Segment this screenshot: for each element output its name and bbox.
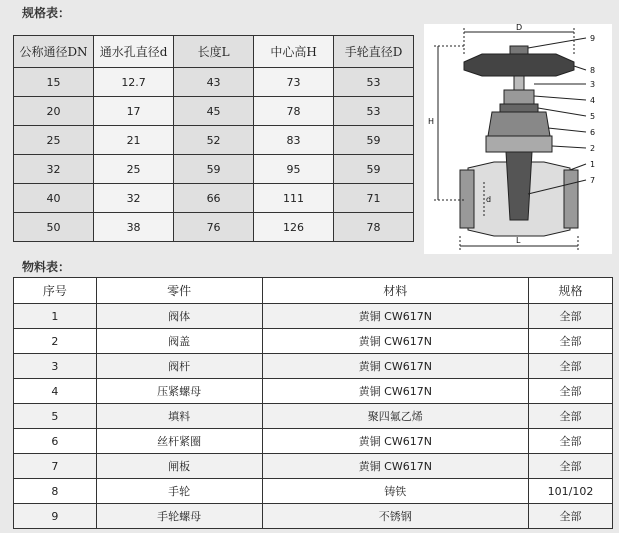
materials-cell: 不锈钢 — [262, 504, 529, 529]
gate-valve-illustration — [424, 24, 612, 254]
table-row — [14, 454, 613, 479]
callout-label: 2 — [590, 144, 596, 153]
spec-cell: 40 — [14, 184, 94, 213]
table-row — [14, 97, 414, 126]
spec-header-hole-diameter: 通水孔直径d — [94, 36, 174, 68]
callout-label: 5 — [590, 112, 596, 121]
spec-cell: 71 — [334, 184, 414, 213]
spec-cell: 20 — [14, 97, 94, 126]
dimension-label-d-wheel: D — [516, 24, 523, 32]
table-row — [14, 379, 613, 404]
materials-cell: 5 — [14, 404, 97, 429]
spec-cell: 15 — [14, 68, 94, 97]
materials-cell: 7 — [14, 454, 97, 479]
table-row — [14, 504, 613, 529]
materials-cell: 铸铁 — [262, 479, 529, 504]
spec-header-handwheel-diameter: 手轮直径D — [334, 36, 414, 68]
materials-cell: 压紧螺母 — [96, 379, 262, 404]
spec-cell: 126 — [254, 213, 334, 242]
spec-cell: 25 — [94, 155, 174, 184]
spec-cell: 25 — [14, 126, 94, 155]
materials-cell: 黄铜 CW617N — [262, 454, 529, 479]
materials-cell: 黄铜 CW617N — [262, 379, 529, 404]
table-row — [14, 429, 613, 454]
materials-cell: 闸板 — [96, 454, 262, 479]
materials-header-part: 零件 — [96, 278, 262, 304]
table-row — [14, 329, 613, 354]
spec-header-length: 长度L — [174, 36, 254, 68]
callout-label: 8 — [590, 66, 596, 75]
materials-cell: 9 — [14, 504, 97, 529]
callout-label: 1 — [590, 160, 596, 169]
table-row — [14, 155, 414, 184]
spec-cell: 50 — [14, 213, 94, 242]
materials-cell: 3 — [14, 354, 97, 379]
spec-cell: 76 — [174, 213, 254, 242]
spec-cell: 78 — [334, 213, 414, 242]
materials-cell: 全部 — [529, 304, 613, 329]
materials-cell: 黄铜 CW617N — [262, 354, 529, 379]
spec-header-dn: 公称通径DN — [14, 36, 94, 68]
materials-header-material: 材料 — [262, 278, 529, 304]
materials-cell: 全部 — [529, 404, 613, 429]
materials-cell: 阀杆 — [96, 354, 262, 379]
materials-cell: 手轮螺母 — [96, 504, 262, 529]
spec-cell: 12.7 — [94, 68, 174, 97]
spec-cell: 73 — [254, 68, 334, 97]
materials-header-index: 序号 — [14, 278, 97, 304]
materials-cell: 8 — [14, 479, 97, 504]
spec-cell: 66 — [174, 184, 254, 213]
table-row — [14, 354, 613, 379]
materials-cell: 4 — [14, 379, 97, 404]
spec-cell: 59 — [334, 126, 414, 155]
materials-cell: 黄铜 CW617N — [262, 304, 529, 329]
materials-cell: 2 — [14, 329, 97, 354]
spec-cell: 17 — [94, 97, 174, 126]
materials-cell: 全部 — [529, 504, 613, 529]
spec-cell: 95 — [254, 155, 334, 184]
materials-table — [13, 277, 613, 529]
dimension-label-l: L — [516, 236, 521, 245]
materials-cell: 1 — [14, 304, 97, 329]
materials-cell: 黄铜 CW617N — [262, 429, 529, 454]
materials-cell: 全部 — [529, 354, 613, 379]
materials-cell: 阀体 — [96, 304, 262, 329]
table-row — [14, 304, 613, 329]
table-row — [14, 126, 414, 155]
table-row — [14, 68, 414, 97]
materials-cell: 6 — [14, 429, 97, 454]
spec-cell: 111 — [254, 184, 334, 213]
spec-cell: 53 — [334, 97, 414, 126]
spec-cell: 32 — [94, 184, 174, 213]
materials-cell: 丝杆紧圈 — [96, 429, 262, 454]
materials-cell: 黄铜 CW617N — [262, 329, 529, 354]
callout-label: 6 — [590, 128, 596, 137]
materials-cell: 聚四氟乙烯 — [262, 404, 529, 429]
gate-valve-drawing — [424, 24, 612, 254]
spec-table — [13, 35, 414, 242]
spec-cell: 38 — [94, 213, 174, 242]
materials-cell: 全部 — [529, 454, 613, 479]
callout-label: 4 — [590, 96, 596, 105]
materials-cell: 填料 — [96, 404, 262, 429]
materials-cell: 全部 — [529, 329, 613, 354]
spec-header-row — [14, 36, 414, 68]
spec-cell: 52 — [174, 126, 254, 155]
materials-header-row — [14, 278, 613, 304]
spec-cell: 59 — [174, 155, 254, 184]
materials-cell: 全部 — [529, 429, 613, 454]
spec-cell: 45 — [174, 97, 254, 126]
spec-cell: 21 — [94, 126, 174, 155]
materials-cell: 全部 — [529, 379, 613, 404]
spec-cell: 43 — [174, 68, 254, 97]
materials-cell: 101/102 — [529, 479, 613, 504]
table-row — [14, 404, 613, 429]
spec-cell: 83 — [254, 126, 334, 155]
materials-header-spec: 规格 — [529, 278, 613, 304]
materials-cell: 手轮 — [96, 479, 262, 504]
spec-cell: 78 — [254, 97, 334, 126]
callout-label: 9 — [590, 34, 596, 43]
spec-cell: 32 — [14, 155, 94, 184]
spec-cell: 59 — [334, 155, 414, 184]
materials-cell: 阀盖 — [96, 329, 262, 354]
spec-cell: 53 — [334, 68, 414, 97]
dimension-label-d-hole: d — [486, 195, 492, 204]
callout-label: 7 — [590, 176, 596, 185]
table-row — [14, 213, 414, 242]
materials-table-title: 物料表： — [22, 260, 71, 274]
spec-header-center-height: 中心高H — [254, 36, 334, 68]
callout-label: 3 — [590, 80, 596, 89]
table-row — [14, 184, 414, 213]
dimension-label-h: H — [428, 117, 435, 126]
spec-table-title: 规格表： — [22, 6, 71, 20]
table-row — [14, 479, 613, 504]
